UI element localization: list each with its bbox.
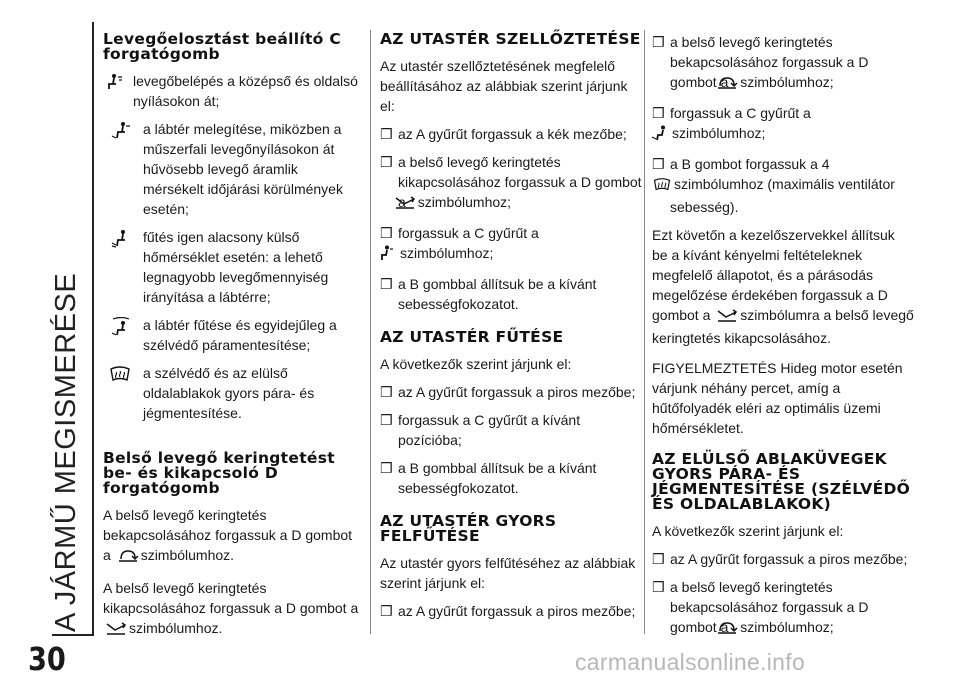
item-text: fűtés igen alacsony külső hőmérséklet esetén: a lehető legnagyobb levegőmennyiség irányítása a lábtérre; xyxy=(143,229,329,305)
list-item: ❒ a belső levegő keringtetés bekapcsolásához forgassuk a D gombot a szimbólumhoz; xyxy=(652,32,914,95)
list-item: ❒ forgassuk a C gyűrűt a kívánt pozícióba; xyxy=(380,412,581,448)
section-side-title: A JÁRMŰ MEGISMERÉSE xyxy=(50,272,82,632)
watermark: carmanualsonline.info xyxy=(575,649,806,675)
list-item: ❒ az A gyűrűt forgassuk a piros mezőbe; xyxy=(380,603,636,619)
vent-feet-windshield-icon xyxy=(111,317,131,342)
column-2 xyxy=(380,32,642,629)
column-1 xyxy=(103,32,359,651)
list-item: ❒ az A gyűrűt forgassuk a kék mezőbe; xyxy=(380,126,627,142)
paragraph: A belső levegő keringtetés bekapcsolásához forgassuk a D gombot a szimbólumhoz. xyxy=(103,505,359,568)
recirculation-icon xyxy=(117,548,139,568)
vent-face-feet-icon xyxy=(111,121,131,146)
list-item xyxy=(103,363,359,423)
side-rule xyxy=(92,22,94,634)
column-3 xyxy=(652,32,914,648)
paragraph: A következők szerint járjunk el: xyxy=(652,523,844,539)
list-item xyxy=(103,315,359,355)
column-divider xyxy=(644,30,645,634)
list-item: ❒ a B gombbal állítsuk be a kívánt sebességfokozatot. xyxy=(380,460,597,496)
heading-defrost: AZ ELÜLSŐ ABLAKÜVEGEK GYORS PÁRA- ÉS JÉGMENTESÍTÉSE (SZÉLVÉDŐ ÉS OLDALABLAKOK) xyxy=(652,450,911,513)
list-item: ❒ a belső levegő keringtetés bekapcsolásához forgassuk a D gombot a szimbólumhoz; xyxy=(652,577,914,640)
paragraph: Az utastér gyors felfűtéséhez az alábbiak szerint járjunk el: xyxy=(380,555,636,591)
outside-air-icon xyxy=(412,195,416,215)
windshield-defrost-icon xyxy=(670,177,672,197)
heading-recirculation: Belső levegő keringtetést be- és kikapcsoló D forgatógomb xyxy=(103,449,335,497)
item-text: a lábtér fűtése és egyidejűleg a szélvédő páramentesítése; xyxy=(143,317,337,353)
paragraph: Az utastér szellőztetésének megfelelő beállításához az alábbiak szerint járjunk el: xyxy=(380,58,628,114)
item-text: levegőbelépés a középső és oldalsó nyílásokon át; xyxy=(133,73,358,109)
vent-face-icon xyxy=(105,73,123,96)
recirculation-icon xyxy=(734,620,738,640)
outside-air-icon xyxy=(105,621,127,641)
list-item: ❒ a B gombbal állítsuk be a kívánt sebességfokozatot. xyxy=(380,276,597,312)
heading-heating: AZ UTASTÉR FŰTÉSE xyxy=(380,328,564,346)
outside-air-icon xyxy=(716,308,738,328)
heading-fast-heating: AZ UTASTÉR GYORS FELFŰTÉSE xyxy=(380,512,557,545)
vent-feet-icon xyxy=(111,229,131,254)
paragraph: Ezt követőn a kezelőszervekkel állítsuk be a kívánt kényelmi feltételeknek megfelelő állapotot, és a párásodás megelőzése érdekében forgassuk a D gombot a szimbólumra a belső levegő keringtetés kikapcsolásához. xyxy=(652,227,914,346)
windshield-defrost-icon xyxy=(109,365,131,388)
item-text: a szélvédő és az elülső oldalablakok gyors pára- és jégmentesítése. xyxy=(143,365,315,421)
bottom-rule xyxy=(52,634,94,636)
heading-air-distribution: Levegőelosztást beállító C forgatógomb xyxy=(103,30,342,63)
list-item: ❒ a belső levegő keringtetés kikapcsolásához forgassuk a D gombot a szimbólumhoz; xyxy=(380,152,642,215)
list-item: ❒ forgassuk a C gyűrűt a szimbólumhoz; xyxy=(380,225,539,261)
list-item: ❒ az A gyűrűt forgassuk a piros mezőbe; xyxy=(380,384,636,400)
list-item xyxy=(103,227,359,307)
list-item: ❒ a B gombot forgassuk a 4 szimbólumhoz (maximális ventilátor sebesség). xyxy=(652,156,895,215)
list-item xyxy=(103,71,359,111)
page-number: 30 xyxy=(28,640,66,678)
list-item xyxy=(103,119,359,219)
warning-note: FIGYELMEZTETÉS Hideg motor esetén várjunk néhány percet, amíg a hűtőfolyadék eléri az optimális üzemi hőmérsékletet. xyxy=(652,360,903,436)
list-item: ❒ forgassuk a C gyűrűt a szimbólumhoz; xyxy=(652,105,811,141)
list-item: ❒ az A gyűrűt forgassuk a piros mezőbe; xyxy=(652,551,908,567)
column-divider xyxy=(370,30,371,634)
item-text: a lábtér melegítése, miközben a műszerfali levegőnyílásokon át hűvösebb levegő áramlik mérsékelt időjárási körülmények esetén; xyxy=(143,121,343,217)
paragraph: A következők szerint járjunk el: xyxy=(380,356,572,372)
heading-ventilation: AZ UTASTÉR SZELLŐZTETÉSE xyxy=(380,30,641,48)
recirculation-icon xyxy=(734,75,738,95)
paragraph: A belső levegő keringtetés kikapcsolásához forgassuk a D gombot a szimbólumhoz. xyxy=(103,578,359,641)
